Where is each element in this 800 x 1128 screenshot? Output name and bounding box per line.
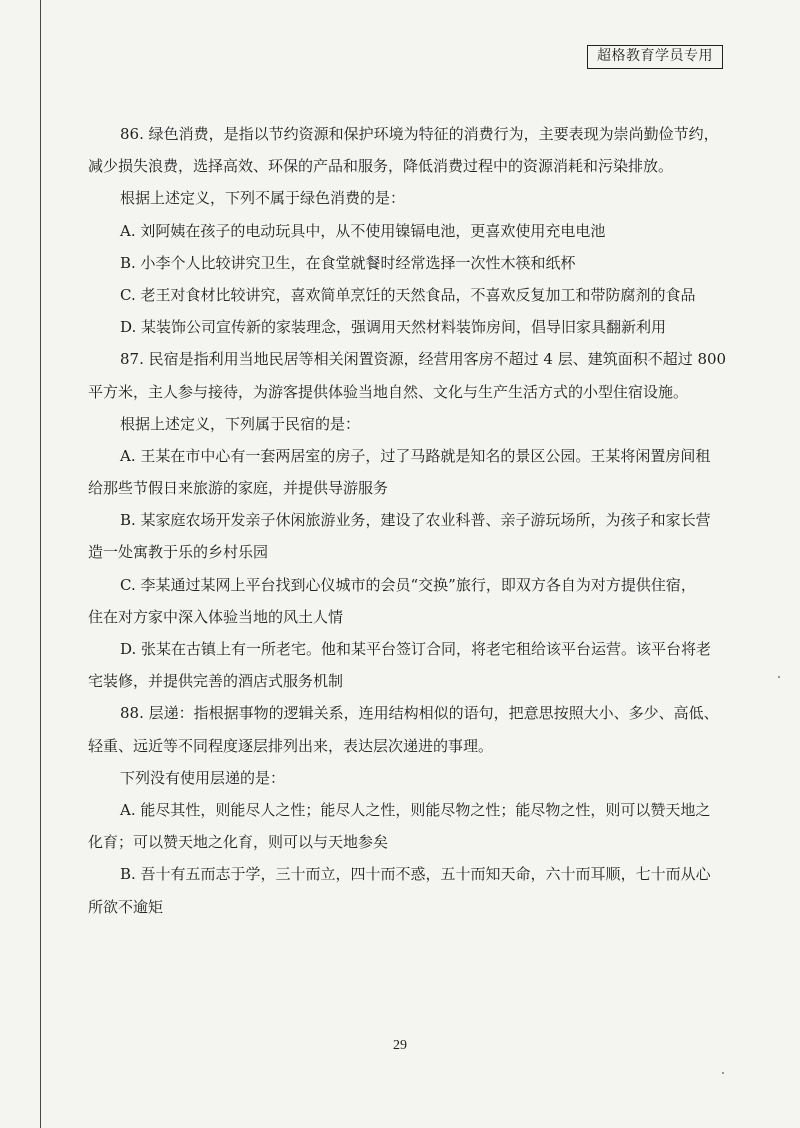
q86-stem-line-1: 86. 绿色消费，是指以节约资源和保护环境为特征的消费行为，主要表现为崇尚勤俭节约， (120, 125, 719, 143)
scan-speck (778, 676, 780, 678)
q87-option-c-line-1: C. 李某通过某网上平台找到心仪城市的会员“交换”旅行，即双方各自为对方提供住宿， (120, 575, 696, 594)
q88-option-a-line-1: A. 能尽其性，则能尽人之性；能尽人之性，则能尽物之性；能尽物之性，则可以赞天地之 (120, 800, 711, 819)
q86-option-b: B. 小李个人比较讲究卫生，在食堂就餐时经常选择一次性木筷和纸杯 (120, 253, 576, 272)
q88-stem-line-2: 轻重、远近等不同程度逐层排列出来，表达层次递进的事理。 (88, 736, 494, 755)
q87-option-c-line-2: 住在对方家中深入体验当地的风土人情 (88, 607, 344, 626)
q88-option-a-line-2: 化育；可以赞天地之化育，则可以与天地参矣 (88, 833, 389, 852)
q87-stem-line-1: 87. 民宿是指利用当地民居等相关闲置资源，经营用客房不超过 4 层、建筑面积不超过 800 (120, 350, 727, 369)
q88-prompt: 下列没有使用层递的是： (120, 768, 286, 787)
page-number: 29 (393, 1038, 407, 1053)
scan-speck (722, 1072, 724, 1074)
q87-option-a-line-2: 给那些节假日来旅游的家庭，并提供导游服务 (88, 479, 389, 498)
q86-option-a: A. 刘阿姨在孩子的电动玩具中，从不使用镍镉电池，更喜欢使用充电电池 (120, 221, 606, 240)
question-text (88, 118, 728, 923)
q86-stem-line-2: 减少损失浪费，选择高效、环保的产品和服务，降低消费过程中的资源消耗和污染排放。 (88, 157, 674, 176)
binding-margin-line (40, 0, 41, 1128)
q86-prompt: 根据上述定义，下列不属于绿色消费的是： (120, 189, 406, 208)
q88-option-b-line-1: B. 吾十有五而志于学，三十而立，四十而不惑，五十而知天命，六十而耳顺，七十而从心 (120, 865, 711, 884)
q87-option-d-line-2: 宅装修，并提供完善的酒店式服务机制 (88, 672, 344, 691)
q86-option-d: D. 某装饰公司宣传新的家装理念，强调用天然材料装饰房间，倡导旧家具翻新利用 (120, 318, 667, 337)
q88-option-b-line-2: 所欲不逾矩 (88, 897, 164, 916)
q87-option-a-line-1: A. 王某在市中心有一套两居室的房子，过了马路就是知名的景区公园。王某将闲置房间租 (120, 446, 711, 465)
header-stamp: 超格教育学员专用 (587, 45, 723, 69)
q87-option-b-line-2: 造一处寓教于乐的乡村乐园 (88, 543, 269, 562)
q87-option-b-line-1: B. 某家庭农场开发亲子休闲旅游业务，建设了农业科普、亲子游玩场所，为孩子和家长营 (120, 511, 711, 530)
q88-stem-line-1: 88. 层递：指根据事物的逻辑关系，连用结构相似的语句，把意思按照大小、多少、高低、 (120, 704, 719, 723)
q87-option-d-line-1: D. 张某在古镇上有一所老宅。他和某平台签订合同，将老宅租给该平台运营。该平台将老 (120, 640, 712, 658)
q86-option-c: C. 老王对食材比较讲究，喜欢简单烹饪的天然食品，不喜欢反复加工和带防腐剂的食品 (120, 285, 696, 304)
q87-stem-line-2: 平方米，主人参与接待，为游客提供体验当地自然、文化与生产生活方式的小型住宿设施。 (88, 382, 689, 401)
q87-prompt: 根据上述定义，下列属于民宿的是： (120, 414, 361, 433)
